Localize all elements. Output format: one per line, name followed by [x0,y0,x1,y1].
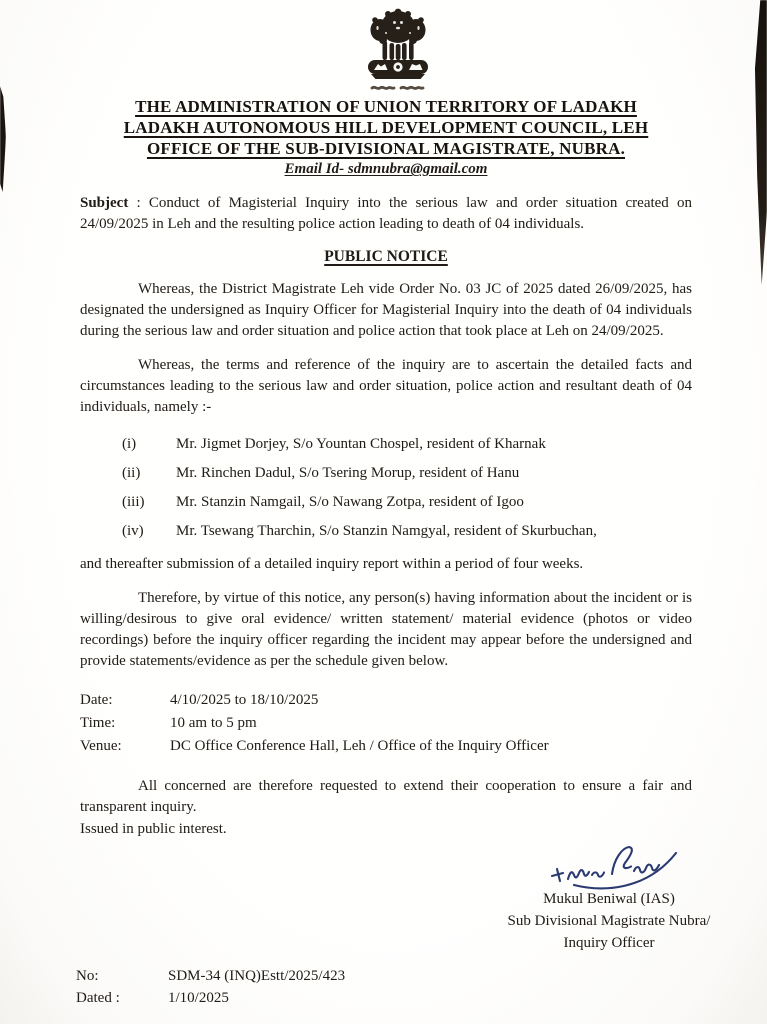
paragraph-closing: All concerned are therefore requested to extend their cooperation to ensure a fair and transparent inquiry. [80,778,692,815]
letterhead-line-3: OFFICE OF THE SUB-DIVISIONAL MAGISTRATE, NUBRA. [146,139,626,158]
email-line [80,161,692,178]
list-item [122,430,692,459]
schedule-label: Time: [80,715,116,731]
email-text: Email Id- sdmnubra@gmail.com [284,161,488,177]
reference-number-value: SDM-34 (INQ)Estt/2025/423 [168,968,346,984]
issued-in-public-interest: Issued in public interest. [80,821,227,837]
scan-edge-artifact-left [0,86,6,192]
list-item-text: Mr. Jigmet Dorjey, S/o Yountan Chospel, resident of Kharnak [176,436,546,452]
document-content [76,0,711,1009]
letterhead-line-1: THE ADMINISTRATION OF UNION TERRITORY OF LADAKH [135,97,637,116]
victims-list [122,430,692,546]
emblem-svg [360,7,436,95]
schedule-value: DC Office Conference Hall, Leh / Office of the Inquiry Officer [170,738,549,754]
list-item-number: (i) [122,436,137,452]
paragraph-after-list: and thereafter submission of a detailed inquiry report within a period of four weeks. [80,556,584,572]
subject-label: Subject [80,195,129,211]
schedule-row-date [80,689,692,712]
list-item-text: Mr. Rinchen Dadul, S/o Tsering Morup, resident of Hanu [176,465,520,481]
schedule-value: 4/10/2025 to 18/10/2025 [170,692,319,708]
schedule-value: 10 am to 5 pm [170,715,257,731]
schedule-label: Venue: [80,738,122,754]
reference-number-row [76,965,688,987]
signatory-block [484,842,734,954]
list-item-text: Mr. Stanzin Namgail, S/o Nawang Zotpa, resident of Igoo [176,494,524,510]
paragraph-therefore: Therefore, by virtue of this notice, any person(s) having information about the incident or is willing/desirous to give oral evidence/ written statement/ material evidence (photos or video recordings) before the inquiry officer regarding the incident may appear before the undersigned and provide statements/evidence as per the schedule given below. [80,590,692,669]
reference-date-row [76,987,688,1009]
list-item-number: (iii) [122,494,145,510]
ashoka-lion-capital-emblem-icon [360,7,436,95]
emblem-motto-script [372,87,423,88]
subject-text: : Conduct of Magisterial Inquiry into the serious law and order situation created on 24/09/2025 in Leh and the resulting police action leading to death of 04 individuals. [80,195,692,232]
reference-number-label: No: [76,968,99,984]
reference-date-label: Dated : [76,990,120,1006]
list-item-number: (iv) [122,523,144,539]
letterhead-line-2: LADAKH AUTONOMOUS HILL DEVELOPMENT COUNCIL, LEH [123,118,649,137]
schedule-label: Date: [80,692,113,708]
list-item-text: Mr. Tsewang Tharchin, S/o Stanzin Namgyal, resident of Skurbuchan, [176,523,597,539]
subject-block [80,193,692,235]
notice-title: PUBLIC NOTICE [324,248,448,265]
list-item [122,459,692,488]
schedule-row-venue [80,735,692,758]
paragraph-whereas-1: Whereas, the District Magistrate Leh vide Order No. 03 JC of 2025 dated 26/09/2025, has designated the undersigned as Inquiry Officer for Magisterial Inquiry into the death of 04 individuals during the serious law and order situation and police action that took place at Leh on 24/09/2025. [80,281,692,339]
reference-date-value: 1/10/2025 [168,990,229,1006]
signatory-title-1: Sub Divisional Magistrate Nubra/ [507,913,711,929]
list-item [122,488,692,517]
schedule-row-time [80,712,692,735]
signatory-title-2: Inquiry Officer [563,935,655,951]
letterhead [80,96,692,159]
list-item-number: (ii) [122,465,141,481]
handwritten-signature [544,842,684,894]
scan-edge-artifact-right [753,0,767,285]
schedule-block [80,689,692,758]
list-item [122,517,692,546]
paragraph-whereas-2: Whereas, the terms and reference of the inquiry are to ascertain the detailed facts and circumstances leading to the serious law and order situation, police action and resultant death of 04 individuals, namely :- [80,357,692,415]
reference-block [76,965,688,1009]
signatory-name: Mukul Beniwal (IAS) [543,891,675,907]
